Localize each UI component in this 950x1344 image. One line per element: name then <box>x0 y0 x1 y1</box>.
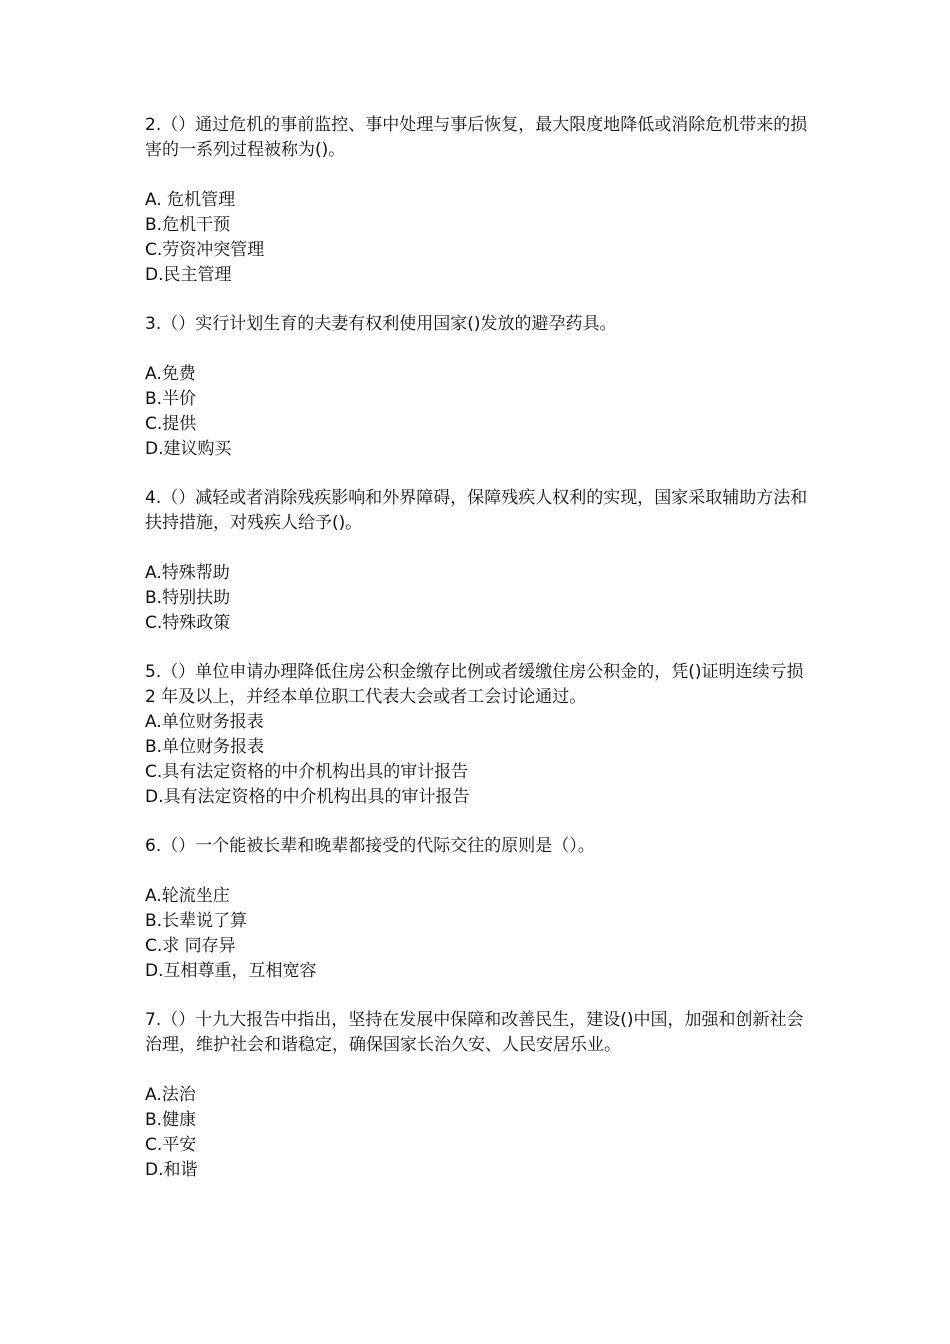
option-d: D.和谐 <box>145 1160 198 1180</box>
question-stem: 4.（）减轻或者消除残疾影响和外界障碍，保障残疾人权利的实现，国家采取辅助方法和扶持措施，对残疾人给予()。 <box>145 488 808 533</box>
option-c: C.具有法定资格的中介机构出具的审计报告 <box>145 762 469 782</box>
option-c: C.劳资冲突管理 <box>145 240 265 260</box>
question-stem: 7.（）十九大报告中指出，坚持在发展中保障和改善民生，建设()中国，加强和创新社会治理，维护社会和谐稳定，确保国家长治久安、人民安居乐业。 <box>145 1010 804 1055</box>
option-d: D.民主管理 <box>145 265 232 285</box>
option-b: B.单位财务报表 <box>145 737 265 757</box>
option-c: C.特殊政策 <box>145 613 231 633</box>
option-a: A.免费 <box>145 364 196 384</box>
question-stem: 3.（）实行计划生育的夫妻有权利使用国家()发放的避孕药具。 <box>145 314 617 334</box>
question-6 <box>145 834 810 984</box>
option-d: D.建议购买 <box>145 439 232 459</box>
option-b: B.健康 <box>145 1110 197 1130</box>
option-a: A.单位财务报表 <box>145 712 264 732</box>
option-list <box>145 710 810 810</box>
question-2 <box>145 113 810 288</box>
option-b: B.半价 <box>145 389 197 409</box>
option-c: C.求 同存异 <box>145 936 236 956</box>
question-stem: 2.（）通过危机的事前监控、事中处理与事后恢复，最大限度地降低或消除危机带来的损害的一系列过程被称为()。 <box>145 115 808 160</box>
option-b: B.特别扶助 <box>145 588 231 608</box>
question-4 <box>145 486 810 636</box>
option-c: C.平安 <box>145 1135 197 1155</box>
option-d: D.具有法定资格的中介机构出具的审计报告 <box>145 787 470 807</box>
option-list <box>145 362 810 462</box>
option-list <box>145 561 810 636</box>
option-c: C.提供 <box>145 414 197 434</box>
option-b: B.长辈说了算 <box>145 911 248 931</box>
option-a: A.轮流坐庄 <box>145 886 230 906</box>
document-page <box>145 113 810 1203</box>
option-a: A.法治 <box>145 1085 196 1105</box>
question-5 <box>145 660 810 810</box>
question-3 <box>145 312 810 462</box>
question-7 <box>145 1008 810 1183</box>
option-a: A.特殊帮助 <box>145 563 230 583</box>
option-a: A. 危机管理 <box>145 190 236 210</box>
option-d: D.互相尊重，互相宽容 <box>145 961 317 981</box>
option-list <box>145 884 810 984</box>
question-stem: 6.（）一个能被长辈和晚辈都接受的代际交往的原则是（）。 <box>145 836 595 856</box>
option-list <box>145 1083 810 1183</box>
question-stem: 5.（）单位申请办理降低住房公积金缴存比例或者缓缴住房公积金的，凭()证明连续亏损 2 年及以上，并经本单位职工代表大会或者工会讨论通过。 <box>145 662 804 707</box>
option-b: B.危机干预 <box>145 215 231 235</box>
option-list <box>145 188 810 288</box>
